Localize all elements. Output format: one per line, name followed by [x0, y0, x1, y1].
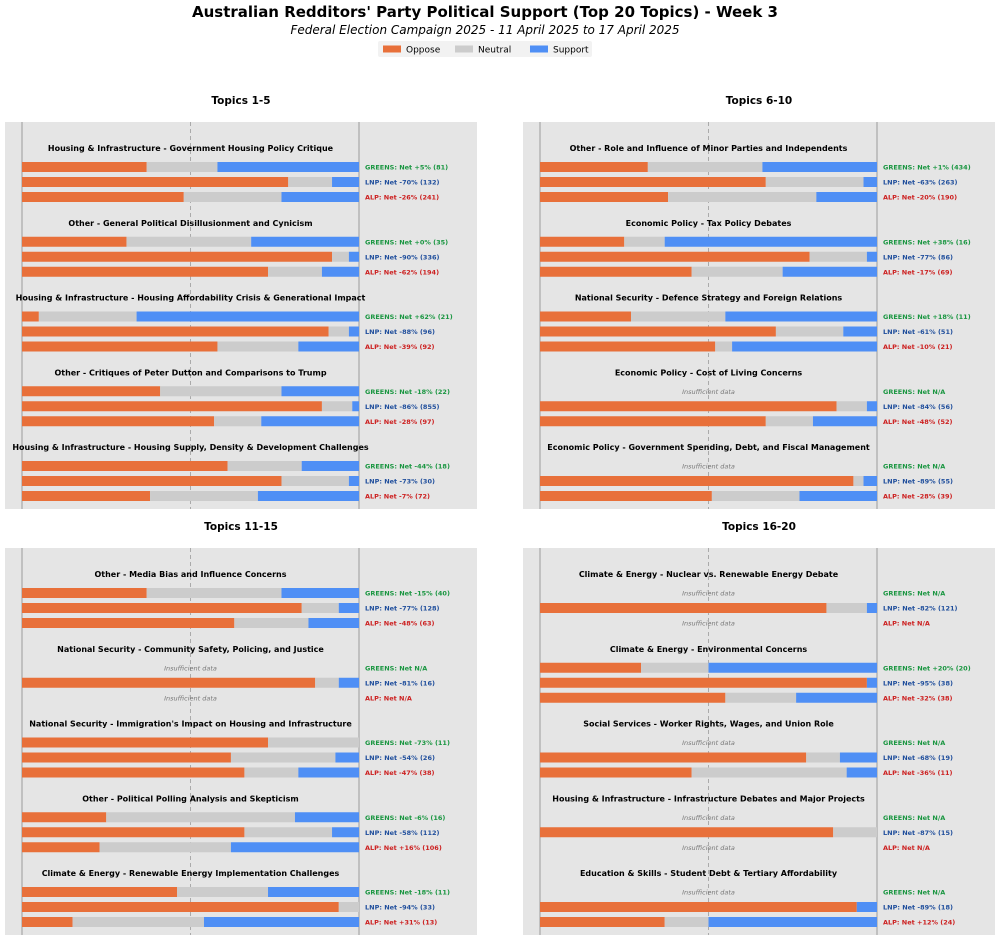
net-label-alp: ALP: Net -28% (39): [883, 492, 953, 501]
net-label-greens: GREENS: Net N/A: [883, 462, 946, 471]
bar-alp-support: [796, 693, 877, 703]
topic-title: Other - Media Bias and Influence Concerns: [94, 570, 287, 579]
bar-alp-neutral: [268, 267, 322, 277]
net-label-greens: GREENS: Net -44% (18): [365, 462, 450, 471]
bar-alp-neutral: [73, 917, 204, 927]
bar-lnp-neutral: [766, 177, 864, 187]
topic-title: Housing & Infrastructure - Housing Supply, Density & Development Challenges: [12, 443, 369, 452]
net-label-alp: ALP: Net -48% (63): [365, 619, 435, 628]
bar-greens-neutral: [641, 663, 708, 673]
bar-lnp-support: [339, 678, 359, 688]
net-label-greens: GREENS: Net N/A: [883, 813, 946, 822]
net-label-alp: ALP: Net -28% (97): [365, 417, 435, 426]
bar-greens-oppose: [540, 237, 624, 247]
net-label-lnp: LNP: Net -58% (112): [365, 828, 440, 837]
bar-lnp-support: [867, 401, 877, 411]
net-label-lnp: LNP: Net -81% (16): [365, 679, 435, 688]
bar-alp-support: [298, 768, 359, 778]
panel-2: [523, 95, 995, 509]
bar-lnp-oppose: [22, 753, 231, 763]
net-label-alp: ALP: Net N/A: [883, 619, 930, 628]
bar-greens-neutral: [126, 237, 251, 247]
bar-greens-neutral: [228, 461, 302, 471]
net-label-alp: ALP: Net -17% (69): [883, 268, 953, 277]
net-label-greens: GREENS: Net +20% (20): [883, 664, 971, 673]
bar-lnp-oppose: [22, 252, 332, 262]
bar-greens-support: [302, 461, 359, 471]
topic-title: Housing & Infrastructure - Housing Affordability Crisis & Generational Impact: [15, 293, 366, 303]
net-label-greens: GREENS: Net N/A: [883, 589, 946, 598]
chart-title: Australian Redditors' Party Political Support (Top 20 Topics) - Week 3: [192, 3, 778, 21]
bar-lnp-neutral: [329, 327, 349, 337]
topic-title: Economic Policy - Tax Policy Debates: [625, 218, 792, 228]
bar-alp-support: [231, 842, 359, 852]
topic-title: Economic Policy - Cost of Living Concerns: [614, 368, 803, 378]
insufficient-data-note: Insufficient data: [164, 664, 217, 673]
bar-alp-support: [308, 618, 359, 628]
net-label-lnp: LNP: Net -73% (30): [365, 477, 435, 486]
bar-alp-support: [732, 342, 877, 352]
legend-label-oppose: Oppose: [406, 45, 441, 56]
bar-greens-support: [251, 237, 359, 247]
bar-greens-support: [281, 588, 359, 598]
bar-lnp-support: [349, 252, 359, 262]
net-label-alp: ALP: Net -48% (52): [883, 417, 953, 426]
bar-greens-support: [665, 237, 877, 247]
bar-alp-support: [261, 416, 359, 426]
bar-greens-oppose: [540, 663, 641, 673]
net-label-greens: GREENS: Net +1% (434): [883, 163, 971, 172]
topic-title: National Security - Defence Strategy and Foreign Relations: [574, 293, 843, 303]
bar-lnp-oppose: [22, 678, 315, 688]
bar-alp-neutral: [665, 917, 709, 927]
bar-lnp-oppose: [540, 401, 837, 411]
bar-alp-support: [816, 192, 877, 202]
bar-alp-neutral: [214, 416, 261, 426]
panel-1: [5, 95, 477, 509]
insufficient-data-note: Insufficient data: [682, 813, 735, 822]
bar-lnp-oppose: [22, 603, 302, 613]
bar-alp-neutral: [725, 693, 796, 703]
net-label-greens: GREENS: Net -15% (40): [365, 589, 450, 598]
net-label-alp: ALP: Net -7% (72): [365, 492, 430, 501]
net-label-alp: ALP: Net -26% (241): [365, 193, 440, 202]
net-label-lnp: LNP: Net -89% (55): [883, 477, 953, 486]
legend-swatch-oppose: [383, 46, 401, 53]
net-label-lnp: LNP: Net -95% (38): [883, 679, 953, 688]
bar-lnp-neutral: [339, 902, 359, 912]
bar-lnp-support: [335, 753, 359, 763]
net-label-alp: ALP: Net -10% (21): [883, 343, 953, 351]
bar-alp-support: [204, 917, 359, 927]
bar-alp-neutral: [100, 842, 231, 852]
net-label-alp: ALP: Net N/A: [365, 694, 412, 703]
bar-lnp-support: [352, 401, 359, 411]
bar-alp-support: [813, 416, 877, 426]
legend: [378, 41, 592, 57]
insufficient-data-note: Insufficient data: [682, 619, 735, 628]
net-label-greens: GREENS: Net +38% (16): [883, 238, 971, 247]
bar-alp-oppose: [22, 768, 244, 778]
topic-title: Education & Skills - Student Debt & Tertiary Affordability: [579, 869, 838, 878]
topic-title: Housing & Infrastructure - Infrastructure Debates and Major Projects: [552, 794, 865, 804]
bar-lnp-support: [349, 476, 359, 486]
net-label-alp: ALP: Net -62% (194): [365, 268, 440, 277]
bar-lnp-oppose: [540, 902, 857, 912]
bar-greens-neutral: [39, 312, 137, 322]
bar-alp-neutral: [217, 342, 298, 352]
net-label-lnp: LNP: Net -70% (132): [365, 178, 440, 187]
bar-alp-support: [298, 342, 359, 352]
bar-alp-oppose: [22, 917, 73, 927]
legend-label-neutral: Neutral: [478, 45, 512, 56]
bar-greens-oppose: [22, 738, 268, 748]
topic-title: Climate & Energy - Environmental Concerns: [609, 644, 808, 654]
net-label-lnp: LNP: Net -63% (263): [883, 178, 958, 187]
bar-lnp-oppose: [22, 827, 244, 837]
net-label-lnp: LNP: Net -90% (336): [365, 253, 440, 262]
topic-title: Other - Role and Influence of Minor Parties and Independents: [569, 144, 848, 153]
bar-lnp-oppose: [540, 177, 766, 187]
bar-lnp-oppose: [22, 327, 329, 337]
insufficient-data-note: Insufficient data: [682, 387, 735, 396]
insufficient-data-note: Insufficient data: [682, 589, 735, 598]
bar-lnp-oppose: [540, 678, 867, 688]
bar-alp-support: [322, 267, 359, 277]
bar-lnp-neutral: [281, 476, 348, 486]
bar-lnp-oppose: [540, 827, 833, 837]
chart-subtitle: Federal Election Campaign 2025 - 11 April 2025 to 17 April 2025: [290, 23, 680, 37]
bar-greens-oppose: [22, 812, 106, 822]
net-label-greens: GREENS: Net -6% (16): [365, 813, 446, 822]
topic-title: Other - Political Polling Analysis and Skepticism: [82, 794, 299, 804]
bar-lnp-neutral: [810, 252, 867, 262]
bar-alp-neutral: [150, 491, 258, 501]
bar-lnp-oppose: [540, 603, 826, 613]
bar-lnp-neutral: [332, 252, 349, 262]
bar-lnp-oppose: [540, 252, 810, 262]
bar-alp-neutral: [244, 768, 298, 778]
topic-title: National Security - Immigration's Impact on Housing and Infrastructure: [29, 719, 352, 729]
net-label-lnp: LNP: Net -61% (51): [883, 328, 953, 336]
bar-greens-support: [281, 386, 359, 396]
bar-lnp-neutral: [806, 753, 840, 763]
legend-swatch-support: [530, 46, 548, 53]
net-label-greens: GREENS: Net +5% (81): [365, 163, 449, 172]
topic-title: Other - General Political Disillusionment and Cynicism: [68, 218, 313, 228]
bar-alp-support: [847, 768, 877, 778]
bar-lnp-neutral: [231, 753, 335, 763]
bar-alp-oppose: [540, 416, 766, 426]
net-label-lnp: LNP: Net -82% (121): [883, 604, 958, 613]
bar-lnp-oppose: [540, 327, 776, 337]
bar-lnp-neutral: [833, 827, 877, 837]
bar-lnp-oppose: [22, 177, 288, 187]
net-label-greens: GREENS: Net N/A: [883, 888, 946, 897]
bar-lnp-neutral: [322, 401, 352, 411]
bar-lnp-support: [843, 327, 877, 337]
panels: [5, 95, 995, 935]
bar-lnp-neutral: [837, 401, 867, 411]
bar-alp-oppose: [22, 416, 214, 426]
net-label-greens: GREENS: Net N/A: [883, 739, 946, 747]
bar-lnp-neutral: [315, 678, 339, 688]
bar-lnp-neutral: [776, 327, 843, 337]
legend-swatch-neutral: [455, 46, 473, 53]
bar-alp-neutral: [766, 416, 813, 426]
net-label-greens: GREENS: Net -18% (11): [365, 888, 450, 897]
topic-title: Other - Critiques of Peter Dutton and Comparisons to Trump: [54, 368, 327, 378]
net-label-lnp: LNP: Net -87% (15): [883, 828, 953, 837]
bar-greens-neutral: [268, 738, 359, 748]
bar-lnp-oppose: [540, 476, 853, 486]
bar-alp-oppose: [540, 917, 665, 927]
bar-alp-neutral: [712, 491, 800, 501]
net-label-lnp: LNP: Net -88% (96): [365, 328, 435, 336]
bar-alp-neutral: [692, 267, 783, 277]
net-label-lnp: LNP: Net -77% (128): [365, 604, 440, 613]
bar-greens-oppose: [22, 588, 147, 598]
net-label-alp: ALP: Net N/A: [883, 843, 930, 852]
bar-alp-oppose: [22, 192, 184, 202]
net-label-alp: ALP: Net -20% (190): [883, 193, 958, 202]
topic-title: Climate & Energy - Nuclear vs. Renewable Energy Debate: [578, 570, 839, 579]
panel-title: Topics 6-10: [725, 95, 793, 107]
bar-alp-oppose: [540, 491, 712, 501]
bar-greens-neutral: [160, 386, 281, 396]
net-label-alp: ALP: Net -36% (11): [883, 769, 953, 777]
bar-lnp-support: [349, 327, 359, 337]
bar-lnp-neutral: [302, 603, 339, 613]
topic-title: Social Services - Worker Rights, Wages, and Union Role: [583, 719, 834, 729]
topic-title: Housing & Infrastructure - Government Housing Policy Critique: [47, 144, 334, 153]
bar-greens-neutral: [177, 887, 268, 897]
bar-lnp-oppose: [22, 401, 322, 411]
bar-greens-oppose: [22, 312, 39, 322]
net-label-greens: GREENS: Net +18% (11): [883, 313, 971, 321]
panel-4: [523, 521, 995, 935]
bar-greens-neutral: [631, 312, 725, 322]
bar-alp-support: [281, 192, 359, 202]
bar-alp-support: [783, 267, 877, 277]
bar-alp-oppose: [22, 618, 234, 628]
net-label-lnp: LNP: Net -77% (86): [883, 253, 953, 262]
bar-lnp-support: [867, 603, 877, 613]
bar-greens-oppose: [22, 887, 177, 897]
bar-lnp-neutral: [288, 177, 332, 187]
net-label-lnp: LNP: Net -86% (855): [365, 402, 440, 411]
bar-alp-oppose: [540, 192, 668, 202]
bar-lnp-oppose: [22, 902, 339, 912]
bar-greens-oppose: [540, 162, 648, 172]
bar-alp-neutral: [184, 192, 282, 202]
bar-alp-neutral: [692, 768, 847, 778]
bar-lnp-support: [867, 252, 877, 262]
bar-alp-neutral: [715, 342, 732, 352]
panel-title: Topics 16-20: [722, 521, 796, 533]
insufficient-data-note: Insufficient data: [164, 694, 217, 703]
bar-greens-support: [295, 812, 359, 822]
bar-greens-neutral: [147, 588, 282, 598]
bar-greens-neutral: [624, 237, 664, 247]
bar-alp-neutral: [234, 618, 308, 628]
bar-greens-oppose: [540, 312, 631, 322]
panel-title: Topics 11-15: [204, 521, 278, 533]
net-label-lnp: LNP: Net -94% (33): [365, 903, 435, 912]
bar-greens-oppose: [22, 461, 228, 471]
bar-alp-support: [258, 491, 359, 501]
net-label-greens: GREENS: Net +0% (35): [365, 238, 449, 247]
net-label-alp: ALP: Net +16% (106): [365, 843, 442, 852]
bar-greens-support: [709, 663, 878, 673]
bar-lnp-oppose: [540, 753, 806, 763]
bar-lnp-support: [332, 177, 359, 187]
bar-greens-support: [268, 887, 359, 897]
bar-lnp-neutral: [853, 476, 863, 486]
net-label-alp: ALP: Net -47% (38): [365, 769, 435, 777]
bar-alp-oppose: [22, 842, 100, 852]
net-label-lnp: LNP: Net -84% (56): [883, 402, 953, 411]
bar-greens-support: [725, 312, 877, 322]
net-label-greens: GREENS: Net N/A: [883, 387, 946, 396]
legend-label-support: Support: [553, 45, 589, 56]
bar-alp-oppose: [540, 267, 692, 277]
bar-alp-oppose: [22, 267, 268, 277]
bar-alp-oppose: [22, 342, 217, 352]
bar-alp-oppose: [540, 693, 725, 703]
bar-lnp-support: [339, 603, 359, 613]
bar-lnp-oppose: [22, 476, 281, 486]
net-label-alp: ALP: Net +31% (13): [365, 918, 438, 927]
bar-alp-oppose: [540, 342, 715, 352]
net-label-lnp: LNP: Net -54% (26): [365, 754, 435, 762]
bar-alp-neutral: [668, 192, 816, 202]
bar-alp-support: [799, 491, 877, 501]
insufficient-data-note: Insufficient data: [682, 739, 735, 747]
net-label-greens: GREENS: Net N/A: [365, 664, 428, 673]
bar-greens-neutral: [648, 162, 763, 172]
bar-greens-neutral: [106, 812, 295, 822]
net-label-greens: GREENS: Net -18% (22): [365, 387, 450, 396]
bar-lnp-support: [864, 177, 877, 187]
bar-lnp-support: [332, 827, 359, 837]
net-label-lnp: LNP: Net -68% (19): [883, 754, 953, 762]
topic-title: National Security - Community Safety, Policing, and Justice: [57, 644, 324, 654]
insufficient-data-note: Insufficient data: [682, 462, 735, 471]
bar-greens-oppose: [22, 162, 147, 172]
bar-lnp-support: [857, 902, 877, 912]
bar-greens-support: [137, 312, 359, 322]
bar-lnp-support: [840, 753, 877, 763]
bar-greens-neutral: [147, 162, 218, 172]
net-label-alp: ALP: Net +12% (24): [883, 918, 956, 927]
bar-greens-oppose: [22, 386, 160, 396]
net-label-alp: ALP: Net -39% (92): [365, 343, 435, 351]
net-label-greens: GREENS: Net +62% (21): [365, 313, 453, 321]
bar-alp-support: [709, 917, 878, 927]
bar-lnp-support: [864, 476, 877, 486]
net-label-lnp: LNP: Net -89% (18): [883, 903, 953, 912]
net-label-greens: GREENS: Net -73% (11): [365, 739, 450, 747]
insufficient-data-note: Insufficient data: [682, 843, 735, 852]
bar-alp-oppose: [540, 768, 692, 778]
bar-greens-oppose: [22, 237, 126, 247]
net-label-alp: ALP: Net -32% (38): [883, 694, 953, 703]
bar-alp-oppose: [22, 491, 150, 501]
panel-title: Topics 1-5: [211, 95, 271, 107]
insufficient-data-note: Insufficient data: [682, 888, 735, 897]
topic-title: Climate & Energy - Renewable Energy Implementation Challenges: [41, 869, 340, 878]
topic-title: Economic Policy - Government Spending, Debt, and Fiscal Management: [547, 443, 870, 452]
bar-lnp-support: [867, 678, 877, 688]
bar-greens-support: [217, 162, 359, 172]
bar-lnp-neutral: [244, 827, 332, 837]
bar-lnp-neutral: [826, 603, 866, 613]
bar-greens-support: [762, 162, 877, 172]
panel-3: [5, 521, 477, 935]
